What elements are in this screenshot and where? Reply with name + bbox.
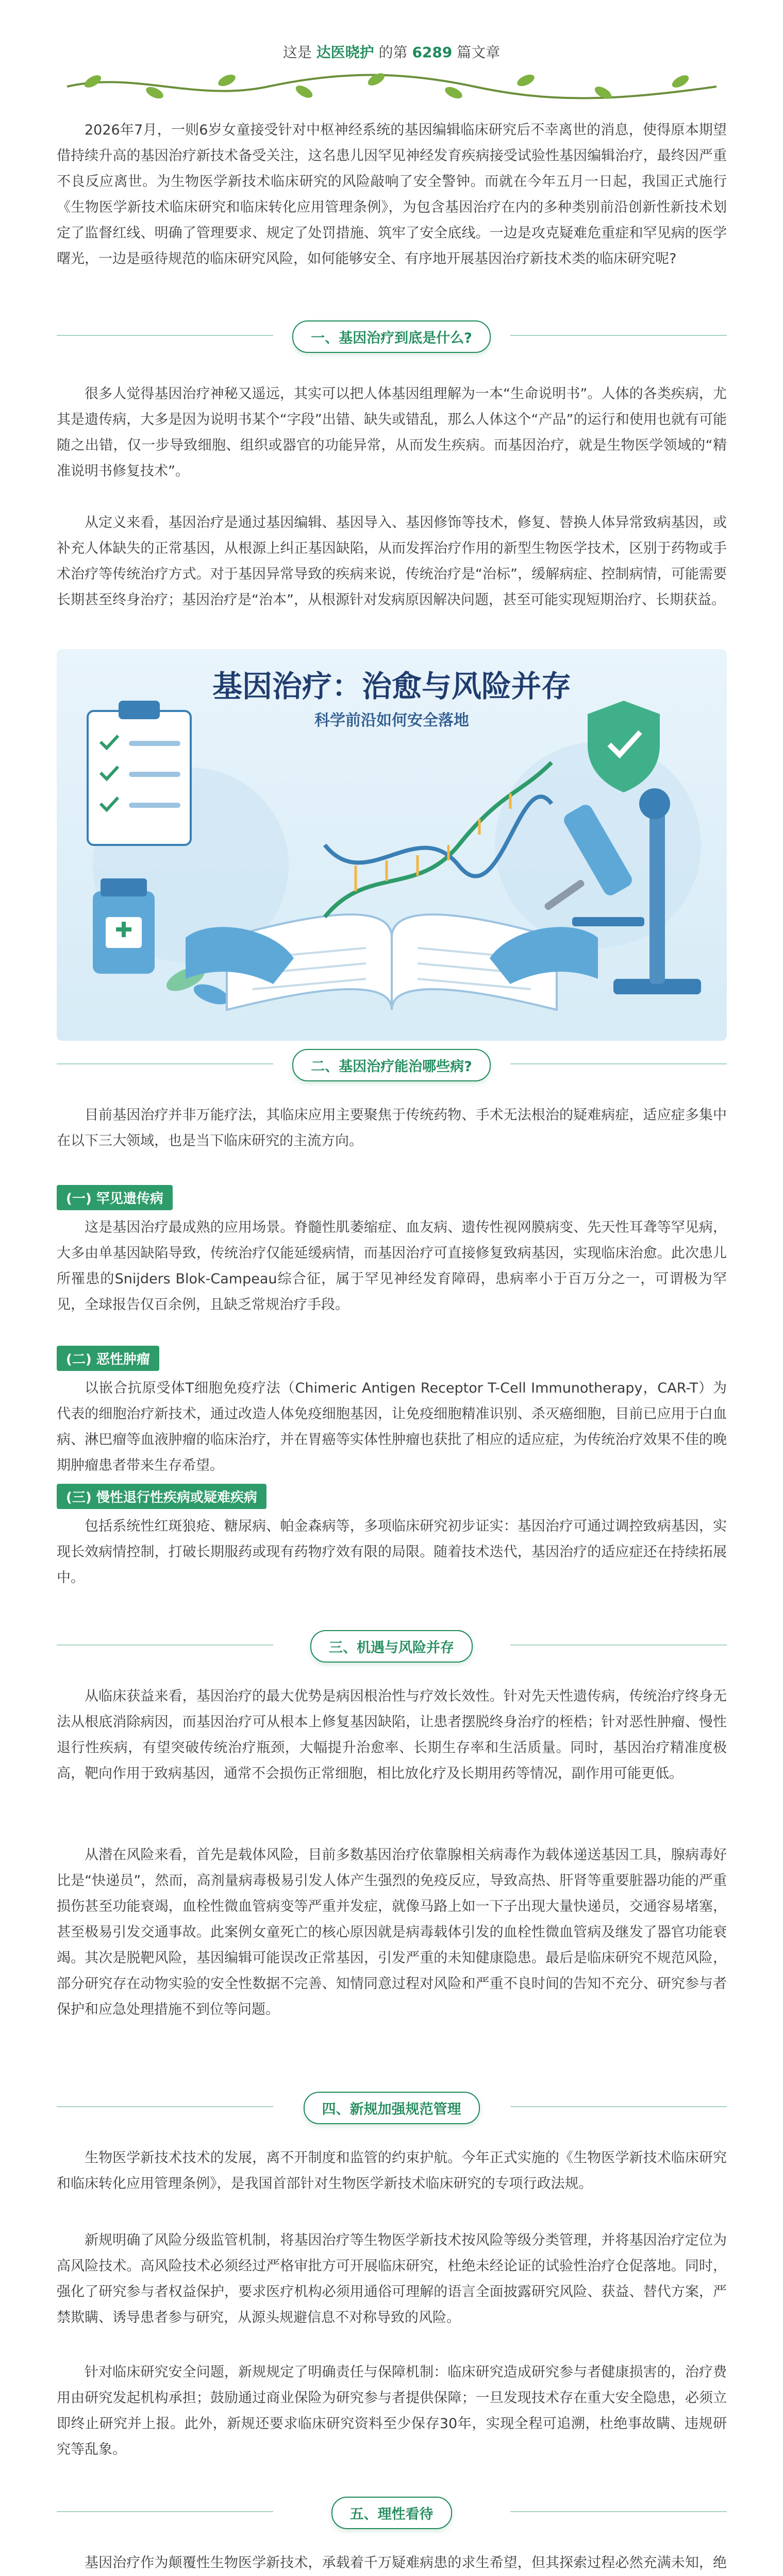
section-title-2: 二、基因治疗能治哪些病? xyxy=(0,1049,783,1081)
article-number: 6289 xyxy=(412,44,453,61)
intro-paragraph: 2026年7月，一则6岁女童接受针对中枢神经系统的基因编辑临床研究后不幸离世的消息，使得原本期望借持续升高的基因治疗新技术备受关注，这名患儿因罕见神经发育疾病接受试验性基因编辑治疗，最终因严重不良反应离世。为生物医学新技术临床研究的风险敲响了安全警钟。而就在今年五月一日起，我国正式施行《生物医学新技术临床研究和临床转化应用管理条例》，为包含基因治疗在内的多种类别前沿创新性新技术划定了监督红线、明确了管理要求、规定了处罚措施、筑牢了安全底线。一边是攻克疑难危重症和罕见病的医学曙光，一边是亟待规范的临床研究风险，如何能够安全、有序地开展基因治疗新技术类的临床研究呢? xyxy=(57,122,727,267)
s2-paragraph-4: 包括系统性红斑狼疮、糖尿病、帕金森病等，多项临床研究初步证实：基因治疗可通过调控致病基因，实现长效病情控制，打破长期服药或现有药物疗效有限的局限。随着技术迭代，基因治疗的适应症还在持续拓展中。 xyxy=(57,1518,727,1586)
subsection-tag-rare-disease: (一) 罕见遗传病 xyxy=(57,1185,173,1210)
s2-paragraph-3: 以嵌合抗原受体T细胞免疫疗法（Chimeric Antigen Receptor T-Cell Immunotherapy，CAR-T）为代表的细胞治疗新技术，通过改造人体免疫细胞基因，让免疫细胞精准识别、杀灭癌细胞，目前已应用于白血病、淋巴瘤等血液肿瘤的临床治疗，并在胃癌等实体性肿瘤也获批了相应的适应症，为传统治疗效果不佳的晚期肿瘤患者带来生存希望。 xyxy=(57,1380,727,1473)
account-name[interactable]: 达医晓护 xyxy=(316,44,374,61)
header-middle: 的第 xyxy=(378,44,408,61)
subsection-tag-tumor: (二) 恶性肿瘤 xyxy=(57,1346,159,1371)
s4-paragraph-1: 生物医学新技术技术的发展，离不开制度和监管的约束护航。今年正式实施的《生物医学新技术临床研究和临床转化应用管理条例》，是我国首部针对生物医学新技术临床研究的专项行政法规。 xyxy=(57,2150,727,2192)
section-title-3: 三、机遇与风险并存 xyxy=(0,1630,783,1663)
section-title-5: 五、理性看待 xyxy=(0,2497,783,2529)
s1-paragraph-2: 从定义来看，基因治疗是通过基因编辑、基因导入、基因修饰等技术，修复、替换人体异常致病基因，或补充人体缺失的正常基因，从根源上纠正基因缺陷，从而发挥治疗作用的新型生物医学技术，区别于药物或手术治疗等传统治疗方式。对于基因异常导致的疾病来说，传统治疗是“治标”，缓解病症、控制病情，可能需要长期甚至终身治疗；基因治疗是“治本”，从根源针对发病原因解决问题，甚至可能实现短期治疗、长期获益。 xyxy=(57,515,727,608)
article-header xyxy=(0,41,783,62)
s1-paragraph-1: 很多人觉得基因治疗神秘又遥远，其实可以把人体基因组理解为一本“生命说明书”。人体的各类疾病，尤其是遗传病，大多是因为说明书某个“字段”出错、缺失或错乱，那么人体这个“产品”的运行和使用也就有可能随之出错，仅一步导致细胞、组织或器官的功能异常，从而发生疾病。而基因治疗，就是生物医学领域的“精准说明书修复技术”。 xyxy=(57,386,727,479)
hero-title: 基因治疗：治愈与风险并存 xyxy=(212,669,572,704)
s2-paragraph-1: 目前基因治疗并非万能疗法，其临床应用主要聚焦于传统药物、手术无法根治的疑难病症，适应症多集中在以下三大领域，也是当下临床研究的主流方向。 xyxy=(57,1107,727,1149)
header-suffix: 篇文章 xyxy=(457,44,501,61)
hero-illustration xyxy=(57,649,727,1041)
s5-paragraph-1: 基因治疗作为颠覆性生物医学新技术，承载着千万疑难病患的求生希望，但其探索过程必然充满未知，绝 xyxy=(85,2555,727,2571)
s4-paragraph-3: 针对临床研究安全问题，新规规定了明确责任与保障机制：临床研究造成研究参与者健康损害的，治疗费用由研究发起机构承担；鼓励通过商业保险为研究参与者提供保障；一旦发现技术存在重大安全隐患，必须立即终止研究并上报。此外，新规还要求临床研究资料至少保存30年，实现全程可追溯，杜绝事故瞒、违规研究等乱象。 xyxy=(57,2364,727,2458)
s4-paragraph-2: 新规明确了风险分级监管机制，将基因治疗等生物医学新技术按风险等级分类管理，并将基因治疗定位为高风险技术。高风险技术必须经过严格审批方可开展临床研究，杜绝未经论证的试验性治疗仓促落地。同时，强化了研究参与者权益保护，要求医疗机构必须用通俗可理解的语言全面披露研究风险、获益、替代方案，严禁欺瞒、诱导患者参与研究，从源头规避信息不对称导致的风险。 xyxy=(57,2232,727,2326)
section-title-4: 四、新规加强规范管理 xyxy=(0,2092,783,2124)
hero-subtitle: 科学前沿如何安全落地 xyxy=(314,711,469,730)
vine-divider xyxy=(62,66,722,107)
section-title-1: 一、基因治疗到底是什么? xyxy=(0,320,783,353)
subsection-tag-chronic: (三) 慢性退行性疾病或疑难疾病 xyxy=(57,1484,266,1509)
s3-paragraph-2: 从潜在风险来看，首先是载体风险，目前多数基因治疗依靠腺相关病毒作为载体递送基因工具，腺病毒好比是“快递员”，然而，高剂量病毒极易引发人体产生强烈的免疫反应，导致高热、肝肾等重要脏器功能的严重损伤甚至功能衰竭，血栓性微血管病变等严重并发症，就像马路上如一下子出现大量快递员，交通容易堵塞，甚至极易引发交通事故。此案例女童死亡的核心原因就是病毒载体引发的血栓性微血管病及继发了器官功能衰竭。其次是脱靶风险，基因编辑可能误改正常基因，引发严重的未知健康隐患。最后是临床研究不规范风险，部分研究存在动物实验的安全性数据不完善、知情同意过程对风险和严重不良时间的告知不充分、研究参与者保护和应急处理措施不到位等问题。 xyxy=(57,1847,727,2018)
s2-paragraph-2: 这是基因治疗最成熟的应用场景。脊髓性肌萎缩症、血友病、遗传性视网膜病变、先天性耳聋等罕见病，大多由单基因缺陷导致，传统治疗仅能延缓病情，而基因治疗可直接修复致病基因，实现临床治愈。此次患儿所罹患的Snijders Blok-Campeau综合征，属于罕见神经发育障碍，患病率小于百万分之一，可谓极为罕见，全球报告仅百余例，且缺乏常规治疗手段。 xyxy=(57,1219,727,1313)
header-prefix: 这是 xyxy=(282,44,312,61)
s3-paragraph-1: 从临床获益来看，基因治疗的最大优势是病因根治性与疗效长效性。针对先天性遗传病，传统治疗终身无法从根底消除病因，而基因治疗可从根本上修复基因缺陷，让患者摆脱终身治疗的桎梏；针对恶性肿瘤、慢性退行性疾病，有望突破传统治疗瓶颈，大幅提升治愈率、长期生存率和生活质量。同时，基因治疗精准度极高，靶向作用于致病基因，通常不会损伤正常细胞，相比放化疗及长期用药等情况，副作用可能更低。 xyxy=(57,1688,727,1782)
